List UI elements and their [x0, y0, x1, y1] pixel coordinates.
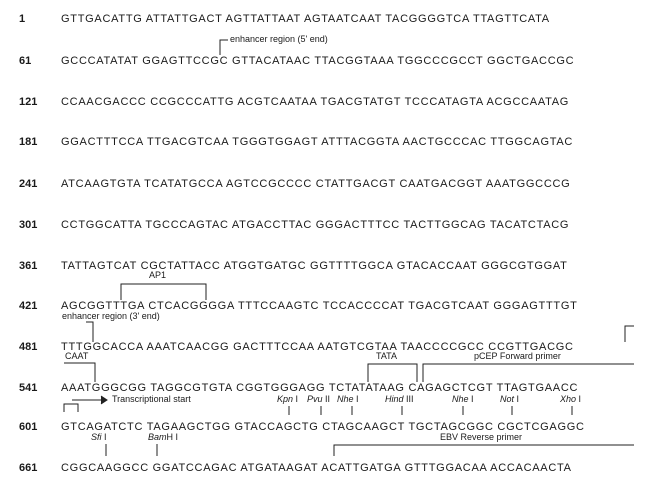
position-number: 541	[19, 382, 38, 394]
site-sfi-i: Sfi I	[91, 432, 107, 442]
pcep-forward-primer-line	[423, 364, 634, 382]
ap1-bracket	[121, 284, 206, 300]
site-pvu-ii: Pvu II	[307, 394, 331, 404]
position-number: 121	[19, 96, 38, 108]
sequence-line: TTTGGCACCA AAATCAACGG GACTTTCCAA AATGTCGTAA TAACCCCGCC CCGTTGACGC	[61, 341, 574, 353]
enhancer-3-marker	[86, 322, 93, 342]
transcriptional-start-label: Transcriptional start	[112, 394, 191, 404]
site-hind-iii: Hind III	[385, 394, 414, 404]
position-number: 301	[19, 219, 38, 231]
position-number: 481	[19, 341, 38, 353]
sequence-line: ATCAAGTGTA TCATATGCCA AGTCCGCCCC CTATTGACGT CAATGACGGT AAATGGCCCG	[61, 178, 571, 190]
caat-label: CAAT	[65, 351, 89, 361]
position-number: 661	[19, 462, 38, 474]
site-xho-i: Xho I	[560, 394, 582, 404]
position-number: 1	[19, 13, 26, 25]
tata-label: TATA	[376, 351, 397, 361]
sequence-line: TATTAGTCAT CGCTATTACC ATGGTGATGC GGTTTTGGCA GTACACCAAT GGGCGTGGAT	[61, 260, 568, 272]
position-number: 421	[19, 300, 38, 312]
ap1-label: AP1	[149, 270, 167, 280]
enhancer-3-label: enhancer region (3' end)	[62, 311, 160, 321]
sequence-line: CGGCAAGGCC GGATCCAGAC ATGATAAGAT ACATTGATGA GTTTGGACAA ACCACAACTA	[61, 462, 572, 474]
sequence-line: GTTGACATTG ATTATTGACT AGTTATTAAT AGTAATCAAT TACGGGGTCA TTAGTTCATA	[61, 13, 550, 25]
enhancer-5-label: enhancer region (5' end)	[230, 34, 328, 44]
sequence-line: CCAACGACCC CCGCCCATTG ACGTCAATAA TGACGTATGT TCCCATAGTA ACGCCAATAG	[61, 96, 570, 108]
site-nhe-i: Nhe I	[337, 394, 359, 404]
ebv-reverse-primer-label: EBV Reverse primer	[440, 432, 523, 442]
transcriptional-start-marker	[64, 404, 78, 412]
enhancer-5-marker	[220, 40, 228, 55]
position-number: 181	[19, 136, 38, 148]
site-bamh-i: BamH I	[148, 432, 179, 442]
sequence-line: GTCAGATCTC TAGAAGCTGG GTACCAGCTG CTAGCAAGCT TGCTAGCGGC CGCTCGAGGC	[61, 421, 585, 433]
pcep-forward-primer-label: pCEP Forward primer	[474, 351, 561, 361]
position-number: 601	[19, 421, 38, 433]
sequence-line: AAATGGGCGG TAGGCGTGTA CGGTGGGAGG TCTATATAAG CAGAGCTCGT TTAGTGAACC	[61, 382, 579, 394]
site-kpn-i: Kpn I	[277, 394, 299, 404]
site-not-i: Not I	[500, 394, 520, 404]
sequence-line: GCCCATATAT GGAGTTCCGC GTTACATAAC TTACGGTAAA TGGCCCGCCT GGCTGACCGC	[61, 55, 575, 67]
tata-bracket	[368, 364, 417, 382]
position-number: 241	[19, 178, 38, 190]
site-nhe-i-2: Nhe I	[452, 394, 474, 404]
sequence-line: AGCGGTTTGA CTCACGGGGA TTTCCAAGTC TCCACCCCAT TGACGTCAAT GGGAGTTTGT	[61, 300, 578, 312]
sequence-line: CCTGGCATTA TGCCCAGTAC ATGACCTTAC GGGACTTTCC TACTTGGCAG TACATCTACG	[61, 219, 570, 231]
caat-bracket	[64, 363, 95, 382]
arrow-head	[101, 396, 107, 404]
ebv-reverse-primer-line	[334, 445, 634, 456]
position-number: 361	[19, 260, 38, 272]
sequence-line: GGACTTTCCA TTGACGTCAA TGGGTGGAGT ATTTACGGTA AACTGCCCAC TTGGCAGTAC	[61, 136, 574, 148]
caat-bracket-top	[625, 326, 634, 342]
position-number: 61	[19, 55, 32, 67]
